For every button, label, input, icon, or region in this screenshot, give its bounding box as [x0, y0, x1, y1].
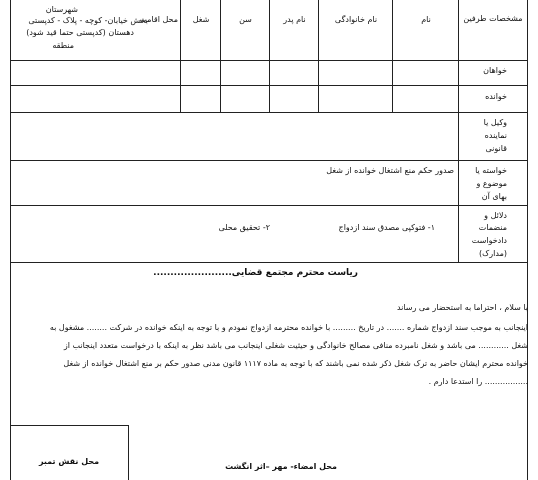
row-defendant-label: خوانده	[485, 92, 507, 101]
header-parties: مشخصات طرفین	[463, 14, 523, 23]
evidence-item-1: ۱- فتوکپی مصدق سند ازدواج	[338, 223, 435, 232]
header-address-line2: بخش خیابان- کوچه - پلاک - کدپستی	[28, 16, 148, 25]
claim-label-1: خواسته یا	[475, 166, 507, 175]
header-last-name: نام خانوادگی	[334, 15, 378, 24]
evidence-label-2: منضمات	[478, 223, 507, 232]
header-first-name: نام	[421, 15, 431, 24]
row-lawyer-label-1: وکیل یا	[483, 118, 507, 127]
letter-line-2: شغل ............ می باشد و شغل نامبرده منافی مصالح خانوادگی و حیثیت شغلی اینجانب می باشد نظر به اینکه با درخواست متعدد اینجانب از	[63, 341, 528, 350]
letter-greeting: با سلام ، احتراما به استحضار می رساند	[396, 303, 528, 312]
claim-label-3: بهای آن	[481, 192, 507, 201]
signature-area-label: محل امضاء- مهر –اثر انگشت	[225, 462, 337, 471]
header-father-name: نام پدر	[283, 15, 306, 24]
letter-line-1: اینجانب به موجب سند ازدواج شماره ....... در تاریخ ......... با خوانده محترمه ازدواج نمودم و با توجه به اینکه خوانده در شرکت ........ مشغول به	[49, 323, 528, 332]
letter-line-3: خوانده محترم ایشان حاضر به ترک شغل ذکر شده نمی باشند که با توجه به ماده ۱۱۱۷ قانون مدنی صدور حکم بر منع اشتغال خوانده از شغل	[63, 359, 528, 368]
header-address-line1: شهرستان	[45, 5, 78, 14]
stamp-area-label: محل نقش تمبر	[38, 457, 100, 466]
row-lawyer-label-3: قانونی	[485, 144, 507, 153]
header-age: سن	[239, 15, 252, 24]
letter-line-4: ................. را استدعا دارم .	[428, 377, 528, 386]
header-address-line4: منطقه	[52, 41, 74, 50]
claim-label-2: موضوع و	[476, 179, 507, 188]
evidence-item-2: ۲- تحقیق محلی	[218, 223, 270, 232]
header-address-line3: دهستان (کدپستی حتما قید شود)	[26, 28, 134, 37]
row-lawyer-label-2: نماینده	[484, 131, 507, 140]
header-residence: محل اقامت	[139, 15, 178, 24]
header-job: شغل	[192, 15, 210, 24]
evidence-label-1: دلائل و	[484, 211, 507, 220]
evidence-label-4: (مدارک)	[479, 249, 507, 258]
row-plaintiff-label: خواهان	[483, 66, 507, 75]
claim-value: صدور حکم منع اشتغال خوانده از شغل	[326, 166, 454, 175]
evidence-label-3: دادخواست	[471, 236, 507, 245]
letter-addressee: ریاست محترم مجتمع قضایی.......................	[153, 268, 358, 278]
